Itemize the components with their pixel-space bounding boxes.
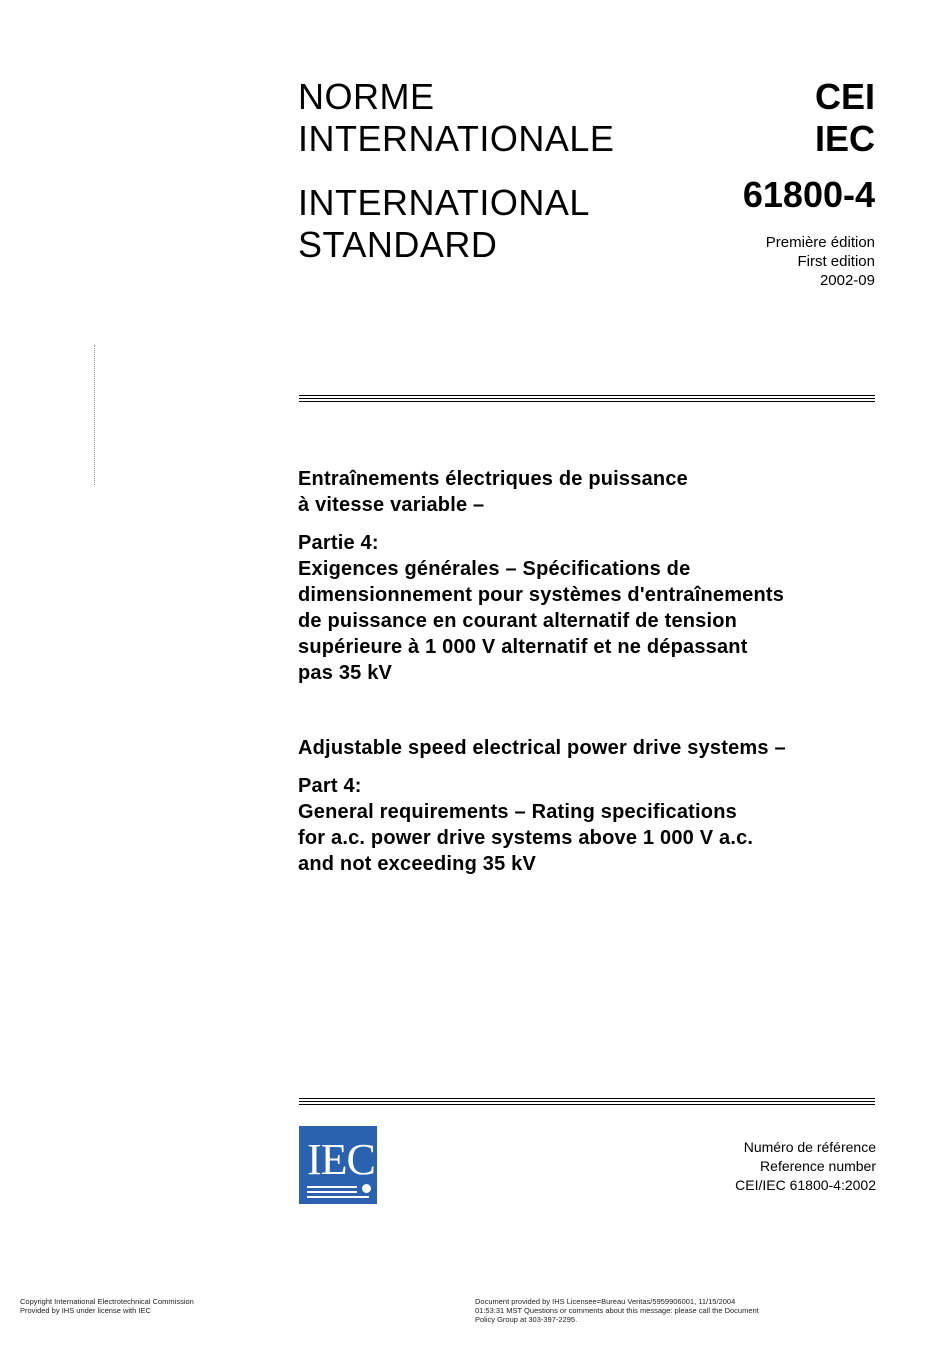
logo-dot bbox=[362, 1184, 371, 1193]
fr-sub-line5: pas 35 kV bbox=[298, 662, 393, 684]
code-iec: IEC bbox=[814, 118, 875, 159]
title-fr-line1: NORME bbox=[298, 76, 435, 117]
fr-sub-line4: supérieure à 1 000 V alternatif et ne dépassant bbox=[298, 636, 748, 658]
title-fr-line2: INTERNATIONALE bbox=[298, 118, 615, 159]
reference-value: CEI/IEC 61800-4:2002 bbox=[735, 1177, 876, 1193]
footer-right-line1: Document provided by IHS Licensee=Bureau Veritas/5959906001, 11/15/2004 bbox=[475, 1297, 736, 1306]
fr-title-line2: à vitesse variable – bbox=[298, 494, 485, 516]
title-en-line2: STANDARD bbox=[298, 224, 498, 265]
title-fr bbox=[298, 76, 614, 160]
footer-right-line2: 01:53:31 MST Questions or comments about this message: please call the Document bbox=[475, 1306, 759, 1315]
fr-sub-line3: de puissance en courant alternatif de tension bbox=[298, 610, 738, 632]
reference-block bbox=[616, 1138, 876, 1195]
edition-block bbox=[675, 233, 875, 290]
edition-fr: Première édition bbox=[765, 234, 875, 251]
footer-right bbox=[475, 1297, 759, 1324]
code-cei: CEI bbox=[814, 76, 875, 117]
en-sub-line3: and not exceeding 35 kV bbox=[298, 853, 537, 875]
edition-en: First edition bbox=[797, 253, 875, 270]
en-sub-line1: General requirements – Rating specifications bbox=[298, 801, 737, 823]
margin-marks bbox=[94, 345, 99, 485]
footer-left-line2: Provided by IHS under license with IEC bbox=[20, 1306, 151, 1315]
reference-label-fr: Numéro de référence bbox=[743, 1139, 876, 1155]
en-title-line1: Adjustable speed electrical power drive systems – bbox=[298, 737, 786, 759]
edition-date: 2002-09 bbox=[819, 272, 875, 289]
fr-sub-line2: dimensionnement pour systèmes d'entraînements bbox=[298, 584, 785, 606]
bottom-rule bbox=[299, 1098, 875, 1107]
iec-logo-text: IEC bbox=[307, 1135, 375, 1184]
english-title bbox=[298, 735, 786, 877]
standard-number: 61800-4 bbox=[742, 174, 875, 215]
iec-logo bbox=[299, 1126, 377, 1204]
fr-part: Partie 4: bbox=[298, 532, 379, 554]
reference-label-en: Reference number bbox=[760, 1158, 876, 1174]
footer-right-line3: Policy Group at 303-397-2295. bbox=[475, 1315, 578, 1324]
en-part: Part 4: bbox=[298, 775, 362, 797]
title-en-line1: INTERNATIONAL bbox=[298, 182, 590, 223]
footer-left bbox=[20, 1297, 194, 1315]
footer-left-line1: Copyright International Electrotechnical Commission bbox=[20, 1297, 194, 1306]
title-en bbox=[298, 182, 590, 266]
fr-sub-line1: Exigences générales – Spécifications de bbox=[298, 558, 691, 580]
french-title bbox=[298, 466, 784, 686]
standard-code bbox=[675, 76, 875, 216]
en-sub-line2: for a.c. power drive systems above 1 000 V a.c. bbox=[298, 827, 754, 849]
top-rule bbox=[299, 395, 875, 404]
fr-title-line1: Entraînements électriques de puissance bbox=[298, 468, 688, 490]
